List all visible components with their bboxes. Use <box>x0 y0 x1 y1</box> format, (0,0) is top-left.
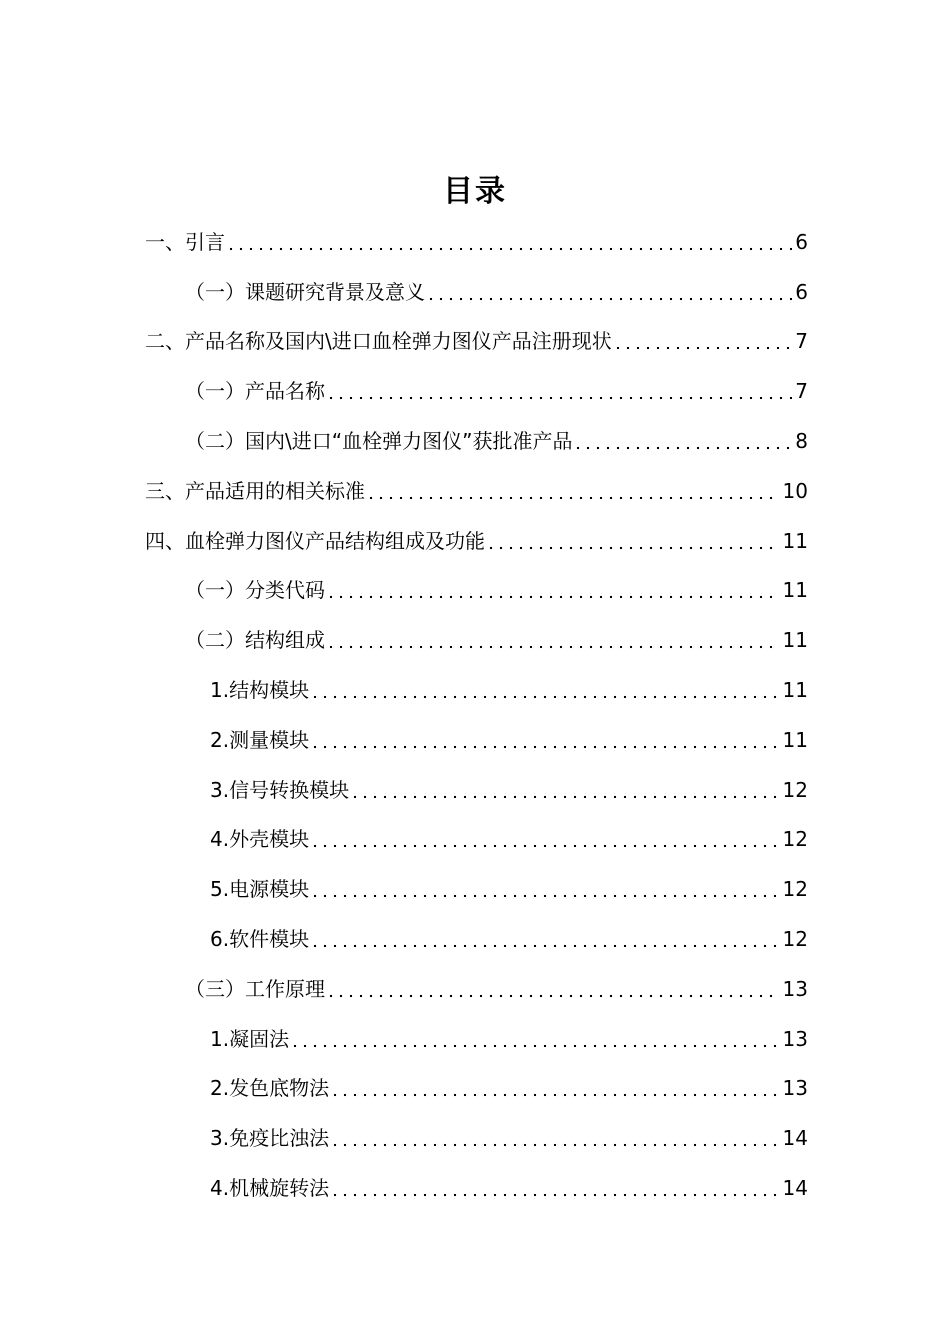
toc-entry[interactable] <box>0 615 950 665</box>
toc-entry-page: 14 <box>782 1126 808 1151</box>
dot-leader <box>330 1173 779 1203</box>
toc-entry[interactable] <box>0 665 950 715</box>
dot-leader <box>310 824 779 854</box>
toc-entry-page: 8 <box>795 429 808 454</box>
toc-entry[interactable] <box>0 317 950 367</box>
toc-entry[interactable] <box>0 366 950 416</box>
toc-entry[interactable] <box>0 516 950 566</box>
toc-entry[interactable] <box>0 466 950 516</box>
toc-entry-page: 13 <box>782 976 808 1001</box>
toc-entry-page: 12 <box>782 777 808 802</box>
toc-list <box>0 217 950 1213</box>
toc-entry[interactable] <box>0 1113 950 1163</box>
toc-entry[interactable] <box>0 416 950 466</box>
dot-leader <box>310 924 779 954</box>
dot-leader <box>350 775 779 805</box>
toc-entry-label: 4.外壳模块 <box>210 827 310 852</box>
toc-entry-label: 6.软件模块 <box>210 927 310 952</box>
dot-leader <box>290 1024 779 1054</box>
dot-leader <box>613 326 793 356</box>
dot-leader <box>486 526 780 556</box>
toc-entry[interactable] <box>0 566 950 616</box>
dot-leader <box>226 227 792 257</box>
toc-entry-page: 12 <box>782 827 808 852</box>
toc-entry[interactable] <box>0 1163 950 1213</box>
toc-entry[interactable] <box>0 1064 950 1114</box>
toc-title: 目录 <box>443 174 507 209</box>
toc-entry-page: 13 <box>782 1076 808 1101</box>
toc-entry-page: 7 <box>795 379 808 404</box>
toc-entry[interactable] <box>0 267 950 317</box>
toc-entry-label: 四、血栓弹力图仪产品结构组成及功能 <box>145 528 485 553</box>
toc-entry-label: （三）工作原理 <box>185 976 325 1001</box>
dot-leader <box>326 625 780 655</box>
toc-entry-page: 11 <box>782 628 808 653</box>
toc-entry-label: （一）分类代码 <box>185 578 325 603</box>
toc-entry-page: 12 <box>782 877 808 902</box>
toc-entry-page: 10 <box>782 478 808 503</box>
toc-entry[interactable] <box>0 964 950 1014</box>
toc-entry-page: 11 <box>782 678 808 703</box>
toc-entry[interactable] <box>0 815 950 865</box>
toc-entry[interactable] <box>0 864 950 914</box>
toc-entry[interactable] <box>0 715 950 765</box>
toc-entry-label: 2.测量模块 <box>210 727 310 752</box>
dot-leader <box>326 974 780 1004</box>
toc-entry[interactable] <box>0 914 950 964</box>
toc-entry-page: 6 <box>795 279 808 304</box>
dot-leader <box>310 874 779 904</box>
dot-leader <box>326 575 780 605</box>
toc-entry-page: 11 <box>782 727 808 752</box>
toc-entry-page: 14 <box>782 1176 808 1201</box>
toc-entry-label: （二）国内\进口“血栓弹力图仪”获批准产品 <box>185 429 573 454</box>
toc-entry[interactable] <box>0 1014 950 1064</box>
toc-entry-page: 12 <box>782 927 808 952</box>
toc-entry-label: 2.发色底物法 <box>210 1076 330 1101</box>
dot-leader <box>330 1123 779 1153</box>
toc-entry[interactable] <box>0 765 950 815</box>
toc-entry-label: （二）结构组成 <box>185 628 325 653</box>
dot-leader <box>310 675 779 705</box>
toc-entry-page: 13 <box>782 1026 808 1051</box>
dot-leader <box>426 277 792 307</box>
toc-entry[interactable] <box>0 217 950 267</box>
toc-entry-label: （一）产品名称 <box>185 379 325 404</box>
toc-entry-page: 6 <box>795 229 808 254</box>
toc-entry-label: 一、引言 <box>145 229 225 254</box>
dot-leader <box>310 725 779 755</box>
dot-leader <box>330 1073 779 1103</box>
dot-leader <box>573 426 792 456</box>
dot-leader <box>366 476 780 506</box>
toc-entry-label: 1.结构模块 <box>210 678 310 703</box>
dot-leader <box>326 376 792 406</box>
toc-entry-page: 11 <box>782 528 808 553</box>
toc-entry-page: 11 <box>782 578 808 603</box>
toc-entry-page: 7 <box>795 329 808 354</box>
toc-entry-label: 3.免疫比浊法 <box>210 1126 330 1151</box>
toc-entry-label: 1.凝固法 <box>210 1026 290 1051</box>
toc-entry-label: 5.电源模块 <box>210 877 310 902</box>
toc-entry-label: 3.信号转换模块 <box>210 777 350 802</box>
toc-entry-label: 三、产品适用的相关标准 <box>145 478 365 503</box>
toc-entry-label: 4.机械旋转法 <box>210 1176 330 1201</box>
toc-entry-label: （一）课题研究背景及意义 <box>185 279 425 304</box>
toc-entry-label: 二、产品名称及国内\进口血栓弹力图仪产品注册现状 <box>145 329 612 354</box>
